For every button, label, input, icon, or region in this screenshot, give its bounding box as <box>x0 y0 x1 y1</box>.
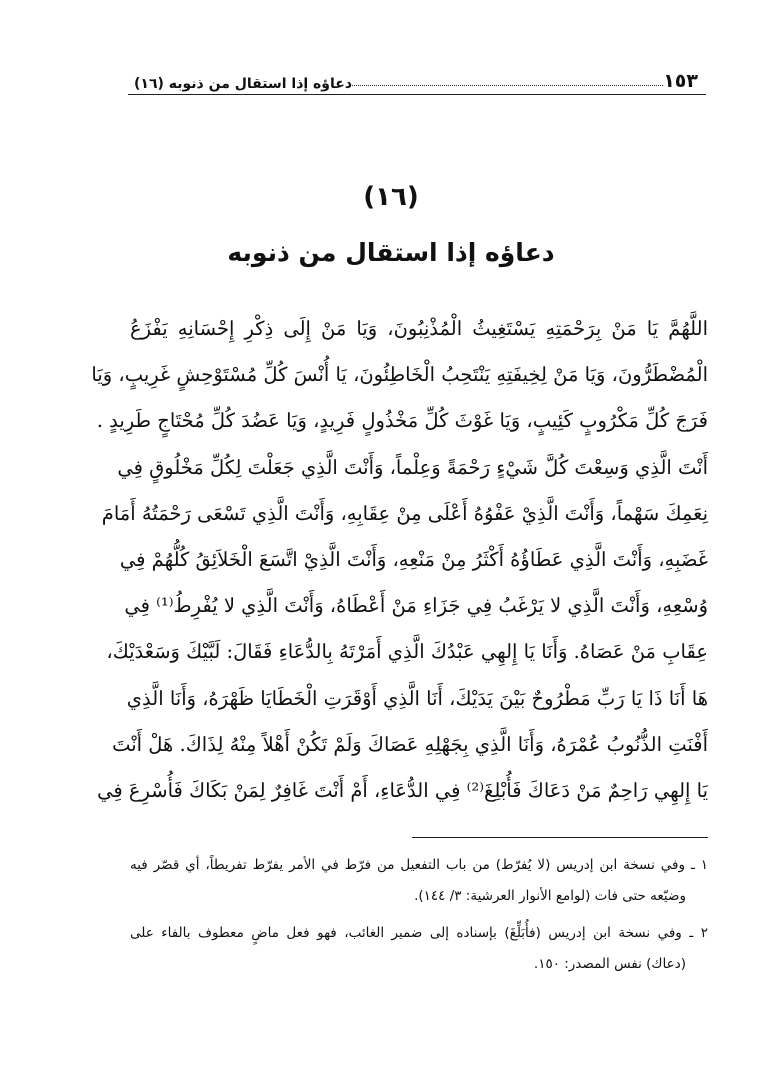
footnote-2-line-1: ٢ ـ وفي نسخة ابن إدريس (فأُبَلِّغَ) بإسناده إلى ضمير الغائب، فهو فعل ماضٍ معطوف بالفاء على <box>130 925 708 941</box>
text-line: هَا أَنَا ذَا يَا رَبِّ مَطْرُوحٌ بَيْنَ يَدَيْكَ، أَنَا الَّذِي أَوْقَرَتِ الْخَطَايَا ظَهْرَهُ، وَأَنَا الَّذِي <box>126 686 708 710</box>
chapter-title: دعاؤه إذا استقال من ذنوبه <box>227 238 555 267</box>
text-line: غَضَبِهِ، وَأَنْتَ الَّذِي عَطَاؤُهُ أَكْثَرُ مِنْ مَنْعِهِ، وَأَنْتَ الَّذِيْ اتَّسَعَ الْخَلاَئِقُ كُلُّهُمْ فِي <box>119 547 708 571</box>
header-rule <box>128 94 706 95</box>
text-line: اللَّهُمَّ يَا مَنْ بِرَحْمَتِهِ يَسْتَغِيثُ الْمُذْنِبُونَ، وَيَا مَنْ إِلَى ذِكْرِ إِحْسَانِهِ يَفْزَعُ <box>130 317 708 340</box>
chapter-number: (١٦) <box>363 182 419 212</box>
footnote-2-line-2: (دعاك) نفس المصدر: ١٥٠. <box>533 956 686 972</box>
text-line: يَا إِلهِي رَاحِمٌ مَنْ دَعَاكَ فَأُبْلِغَ⁽²⁾ فِي الدُّعَاءِ، أَمْ أَنْتَ غَافِرٌ لِمَنْ بَكَاكَ فَأُسْرِعَ فِي <box>97 778 708 802</box>
running-title: دعاؤه إذا استقال من ذنوبه (١٦) <box>134 76 353 92</box>
running-header <box>128 64 706 92</box>
text-line: عِقَابِ مَنْ عَصَاهُ. وَأَنَا يَا إِلهِي عَبْدُكَ الَّذِي أَمَرْتَهُ بِالدُّعَاءِ فَقَالَ: لَبَّيْكَ وَسَعْدَيْكَ، <box>106 640 708 664</box>
page-number: ١٥٣ <box>663 70 698 92</box>
footnote-1-line-1: ١ ـ وفي نسخة ابن إدريس (لا يُفرّط) من باب التفعيل من فرّط في الأمر يفرّط تفريطاً، أي قصّر فيه <box>130 857 708 873</box>
footnotes <box>130 850 708 980</box>
text-line: فَرَجَ كُلِّ مَكْرُوبٍ كَئِيبٍ، وَيَا غَوْثَ كُلِّ مَخْذُولٍ فَرِيدٍ، وَيَا عَضُدَ كُلِّ مُحْتَاجٍ طَرِيدٍ . <box>96 409 708 433</box>
text-line: نِعَمِكَ سَهْماً، وَأَنْتَ الَّذِيْ عَفْوُهُ أَعْلَى مِنْ عِقَابِهِ، وَأَنْتَ الَّذِي تَسْعَى رَحْمَتُهُ أَمَامَ <box>101 501 708 525</box>
text-line: وُسْعِهِ، وَأَنْتَ الَّذِي لا يَرْغَبُ فِي جَزَاءِ مَنْ أَعْطَاهُ، وَأَنْتَ الَّذِي لا يُفْرِطُ⁽¹⁾ فِي <box>124 594 708 618</box>
supplication-text <box>91 306 708 814</box>
text-line: أَفْنَتِ الذُّنُوبُ عُمْرَهُ، وَأَنَا الَّذِي بِجَهْلِهِ عَصَاكَ وَلَمْ تَكُنْ أَهْلاً مِنْهُ لِذَاكَ. هَلْ أَنْتَ <box>112 732 708 756</box>
text-line: الْمُضْطَرُّونَ، وَيَا مَنْ لِخِيفَتِهِ يَنْتَحِبُ الْخَاطِئُونَ، يَا أُنْسَ كُلِّ مُسْتَوْحِشٍ غَرِيبٍ، وَيَا <box>91 363 708 387</box>
footnote-separator <box>412 837 708 838</box>
header-dot-leader <box>352 84 663 86</box>
text-line: أَنْتَ الَّذِي وَسِعْتَ كُلَّ شَيْءٍ رَحْمَةً وَعِلْماً، وَأَنْتَ الَّذِي جَعَلْتَ لِكُلِّ مَخْلُوقٍ فِي <box>117 455 708 479</box>
footnote-1-line-2: وضيّعه حتى فات (لوامع الأنوار العرشية: ٣/ ١٤٤). <box>414 888 686 904</box>
